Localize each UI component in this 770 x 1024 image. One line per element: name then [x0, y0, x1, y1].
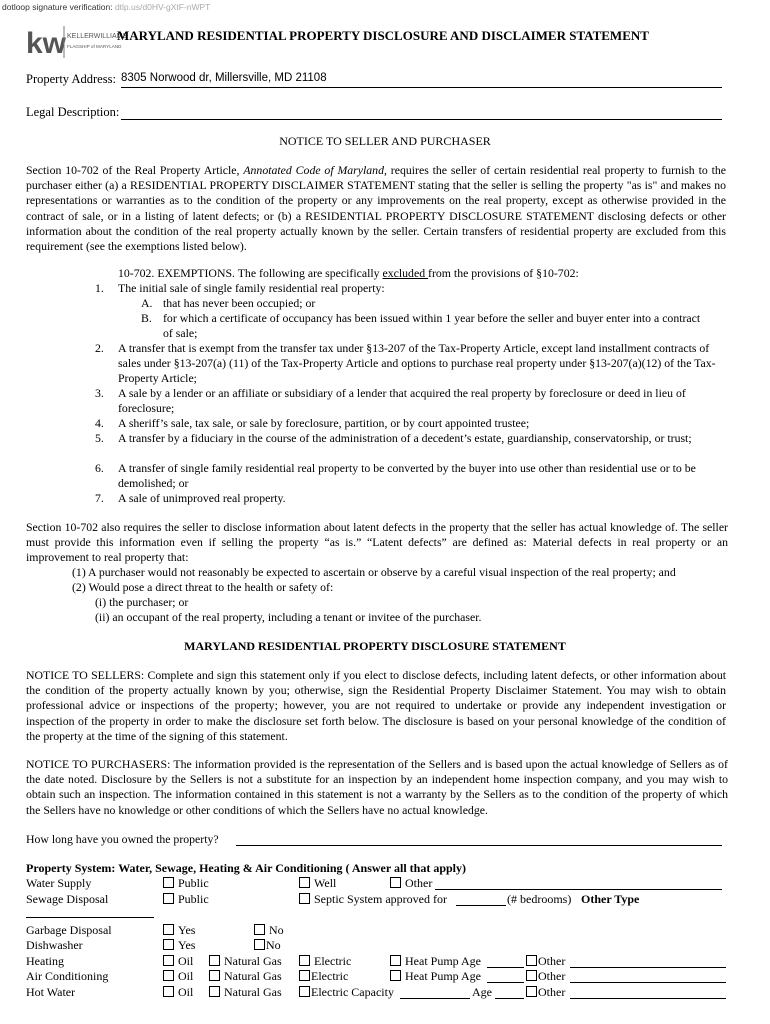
signature-verification — [2, 2, 210, 12]
garbage-disposal-label: Garbage Disposal — [26, 923, 112, 937]
option-label: Public — [178, 892, 209, 906]
address-field[interactable]: 8305 Norwood dr, Millersville, MD 21108 — [121, 72, 722, 88]
hotwater-age-field[interactable] — [495, 985, 524, 999]
option-label: Oil — [178, 985, 194, 999]
latent-item-2: (2) Would pose a direct threat to the health or safety of: — [72, 580, 334, 594]
bedrooms-label: (# bedrooms) — [507, 892, 572, 906]
checkbox[interactable] — [526, 986, 537, 997]
hotwater-gas-option[interactable] — [209, 985, 282, 1000]
latent-defects-text: Section 10-702 also requires the seller to disclose information about latent defects in the property that the seller has actual knowledge of. The seller must provide this information even if selling the property “as is.” “Latent defects” are defined as: Material defects in real property or an improvement to real property that: — [26, 520, 728, 565]
garbage-yes-option[interactable] — [163, 923, 195, 938]
kw-logo-mark — [26, 20, 128, 62]
checkbox[interactable] — [163, 939, 174, 950]
checkbox[interactable] — [254, 939, 265, 950]
exemption-text-4: A sheriff’s sale, tax sale, or sale by foreclosure, partition, or by court appointed trustee; — [118, 416, 530, 430]
checkbox[interactable] — [299, 877, 310, 888]
option-label: Other — [538, 954, 566, 968]
checkbox[interactable] — [390, 955, 401, 966]
heating-other-field[interactable] — [570, 954, 726, 968]
option-label: Public — [178, 876, 209, 890]
checkbox[interactable] — [390, 877, 401, 888]
checkbox[interactable] — [526, 955, 537, 966]
latent-item-ii: (ii) an occupant of the real property, including a tenant or invitee of the purchaser. — [95, 610, 482, 624]
kw-logo — [26, 20, 128, 62]
option-label: Yes — [178, 923, 196, 937]
verification-label: dotloop signature verification: — [2, 2, 113, 12]
checkbox[interactable] — [390, 970, 401, 981]
exemption-text-7: A sale of unimproved real property. — [118, 491, 286, 505]
exemption-num-7: 7. — [95, 491, 104, 505]
water-other-option[interactable] — [390, 876, 432, 891]
other-type-field[interactable] — [26, 904, 154, 918]
heating-heatpump-option[interactable] — [390, 954, 481, 969]
septic-option[interactable] — [299, 892, 447, 907]
option-label: Septic System approved for — [314, 892, 447, 906]
exemptions-lead-b: from the provisions of §10-702: — [428, 266, 579, 280]
ac-heatpump-age-field[interactable] — [487, 969, 524, 983]
exemption-text-6: A transfer of single family residential real property to be converted by the buyer into use other than residential use or to be demolished; or — [118, 461, 696, 491]
air-conditioning-label: Air Conditioning — [26, 969, 109, 983]
water-well-option[interactable] — [299, 876, 336, 891]
latent-item-i: (i) the purchaser; or — [95, 595, 189, 609]
hotwater-oil-option[interactable] — [163, 985, 193, 1000]
hotwater-other-option[interactable] — [526, 985, 565, 1000]
exemption-num-6: 6. — [95, 461, 104, 475]
exemption-num-5: 5. — [95, 431, 104, 445]
option-label: Heat Pump Age — [405, 969, 481, 983]
ac-other-field[interactable] — [570, 969, 726, 983]
exemption-num-4: 4. — [95, 416, 104, 430]
heating-gas-option[interactable] — [209, 954, 282, 969]
exemption-text-a: that has never been occupied; or — [163, 296, 316, 310]
checkbox[interactable] — [209, 986, 220, 997]
owned-question: How long have you owned the property? — [26, 832, 219, 846]
garbage-no-option[interactable] — [254, 923, 284, 938]
ac-electric-option[interactable] — [299, 969, 348, 984]
sewage-public-option[interactable] — [163, 892, 209, 907]
water-public-option[interactable] — [163, 876, 209, 891]
checkbox[interactable] — [299, 955, 310, 966]
option-label: Oil — [178, 969, 194, 983]
dishwasher-no-option[interactable] — [254, 938, 281, 953]
hotwater-electric-option[interactable] — [299, 985, 394, 1000]
ac-oil-option[interactable] — [163, 969, 193, 984]
dishwasher-label: Dishwasher — [26, 938, 83, 952]
option-label: Well — [314, 876, 337, 890]
hotwater-age-label: Age — [472, 985, 492, 999]
option-label: Electric — [314, 954, 352, 968]
exemption-text-3: A sale by a lender or an affiliate or subsidiary of a lender that acquired the real property by foreclosure or deed in lieu of foreclosure; — [118, 386, 686, 416]
exemption-num-1: 1. — [95, 281, 104, 295]
option-label: Electric Capacity — [311, 985, 394, 999]
checkbox[interactable] — [163, 970, 174, 981]
other-type-label: Other Type — [581, 892, 640, 906]
property-system-heading: Property System: Water, Sewage, Heating & Air Conditioning ( Answer all that apply) — [26, 861, 467, 875]
heating-electric-option[interactable] — [299, 954, 351, 969]
option-label: Oil — [178, 954, 194, 968]
address-label: Property Address: — [26, 72, 116, 86]
checkbox[interactable] — [254, 924, 265, 935]
exemption-text-2: A transfer that is exempt from the transfer tax under §13-207 of the Tax-Property Article, except land installment contracts of sales under §13-207(a) (11) of the Tax-Property Article and options to purchase real property under §13-207(a)(12) of the Tax-Property Article; — [118, 341, 716, 386]
logo-brand-1: KELLERWILLIAMS — [67, 33, 128, 40]
checkbox[interactable] — [163, 924, 174, 935]
exemption-text-1: The initial sale of single family residential real property: — [118, 281, 385, 295]
dishwasher-yes-option[interactable] — [163, 938, 195, 953]
checkbox[interactable] — [299, 970, 310, 981]
verification-link[interactable]: dtlp.us/d0HV-gXtF-nWPT — [114, 2, 211, 12]
exemptions-lead-a: 10-702. EXEMPTIONS. The following are specifically — [118, 266, 383, 280]
option-label: Other — [538, 985, 566, 999]
checkbox[interactable] — [163, 893, 174, 904]
water-supply-label: Water Supply — [26, 876, 92, 890]
checkbox[interactable] — [209, 955, 220, 966]
exemptions-lead — [118, 266, 579, 281]
checkbox[interactable] — [163, 877, 174, 888]
heating-other-option[interactable] — [526, 954, 565, 969]
section-intro — [26, 163, 726, 254]
notice-to-purchasers: NOTICE TO PURCHASERS: The information provided is the representation of the Sellers and is based upon the actual knowledge of Sellers as of the date noted. Disclosure by the Sellers is not a substitute for an inspection by an independent home inspection company, and you may wish to obtain such an inspection. The information contained in this statement is not a warranty by the Sellers as to the condition of the property of which the Sellers have no knowledge or other conditions of which the Sellers have no actual knowledge. — [26, 757, 728, 817]
owned-duration-field[interactable] — [236, 832, 722, 846]
document-title: MARYLAND RESIDENTIAL PROPERTY DISCLOSURE AND DISCLAIMER STATEMENT — [117, 28, 649, 43]
option-label: Natural Gas — [224, 985, 282, 999]
exemption-text-5: A transfer by a fiduciary in the course of the administration of a decedent’s estate, guardianship, conservatorship, or trust; — [118, 431, 692, 445]
exemption-text-b: for which a certificate of occupancy has been issued within 1 year before the seller and buyer enter into a contract of sale; — [163, 311, 701, 341]
option-label: Yes — [178, 938, 196, 952]
hot-water-label: Hot Water — [26, 985, 76, 999]
option-label: Other — [538, 969, 566, 983]
heating-label: Heating — [26, 954, 64, 968]
intro-part1: Section 10-702 of the Real Property Article, — [26, 163, 244, 177]
disclosure-heading: MARYLAND RESIDENTIAL PROPERTY DISCLOSURE STATEMENT — [184, 639, 566, 653]
intro-part2: , requires the seller of certain residential real property to furnish to the purchaser either (a) a RESIDENTIAL PROPERTY DISCLAIMER STATEMENT stating that the seller is selling the property "as is" and makes no representations or warranties as to the condition of the property or any improvements on the real property, except as otherwise provided in the contract of sale, or in a listing of latent defects; or (b) a RESIDENTIAL PROPERTY DISCLOSURE STATEMENT disclosing defects or other information about the condition of the real property actually known by the seller. Certain transfers of residential property are excluded from this requirement (see the exemptions listed below). — [26, 163, 727, 254]
ac-other-option[interactable] — [526, 969, 565, 984]
legal-description-field[interactable] — [121, 105, 722, 120]
hotwater-capacity-field[interactable] — [400, 985, 470, 999]
checkbox[interactable] — [526, 970, 537, 981]
checkbox[interactable] — [163, 986, 174, 997]
exemption-num-b: B. — [141, 311, 152, 325]
hotwater-other-field[interactable] — [570, 985, 726, 999]
checkbox[interactable] — [299, 893, 310, 904]
legal-label: Legal Description: — [26, 105, 120, 119]
septic-bedrooms-field[interactable] — [456, 892, 506, 906]
option-label: Electric — [311, 969, 349, 983]
intro-italic: Annotated Code of Maryland — [243, 163, 384, 177]
checkbox[interactable] — [209, 970, 220, 981]
latent-item-1: (1) A purchaser would not reasonably be expected to ascertain or observe by a careful visual inspection of the real property; and — [72, 565, 676, 579]
logo-brand-2: FLAGSHIP of MARYLAND — [67, 44, 122, 49]
water-other-field[interactable] — [435, 876, 722, 890]
checkbox[interactable] — [163, 955, 174, 966]
exemption-num-a: A. — [141, 296, 153, 310]
ac-heatpump-option[interactable] — [390, 969, 481, 984]
sewage-disposal-label: Sewage Disposal — [26, 892, 109, 906]
exemptions-lead-u: excluded — [382, 266, 429, 280]
exemption-num-2: 2. — [95, 341, 104, 355]
option-label: No — [269, 923, 284, 937]
option-label: Natural Gas — [224, 969, 282, 983]
heating-oil-option[interactable] — [163, 954, 193, 969]
exemption-num-3: 3. — [95, 386, 104, 400]
checkbox[interactable] — [299, 986, 310, 997]
notice-to-sellers: NOTICE TO SELLERS: Complete and sign this statement only if you elect to disclose defects, including latent defects, or other information about the condition of the property actually known by you; otherwise, sign the Residential Property Disclaimer Statement. You may wish to obtain professional advice or inspections of the property; however, you are not required to undertake or provide any independent investigation or inspection of the property in order to make the disclosure set forth below. The disclosure is based on your personal knowledge of the condition of the property at the time of the signing of this statement. — [26, 668, 726, 743]
option-label: Heat Pump Age — [405, 954, 481, 968]
option-label: Natural Gas — [224, 954, 282, 968]
logo-text: kw — [26, 27, 67, 60]
option-label: No — [266, 938, 281, 952]
option-label: Other — [405, 876, 433, 890]
heating-heatpump-age-field[interactable] — [487, 954, 524, 968]
ac-gas-option[interactable] — [209, 969, 282, 984]
notice-heading: NOTICE TO SELLER AND PURCHASER — [279, 134, 491, 148]
